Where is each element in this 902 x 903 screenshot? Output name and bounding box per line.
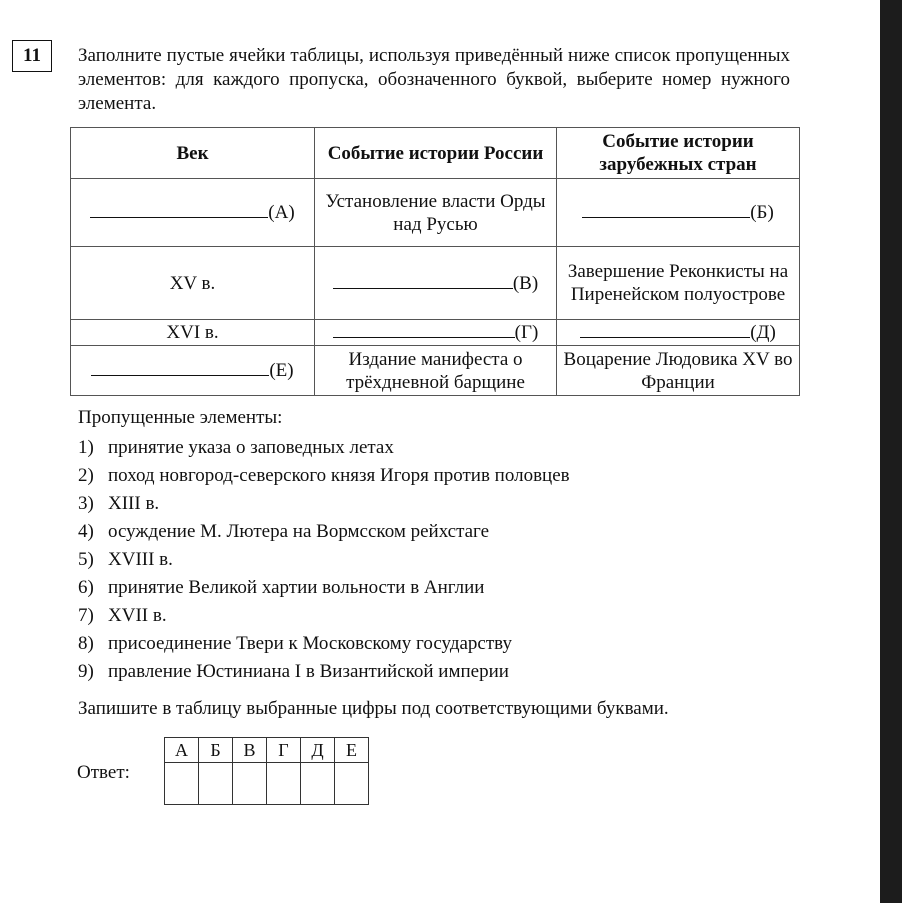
- cell-foreign-4: Воцарение Людовика XV во Франции: [557, 346, 800, 396]
- answer-letter: А: [165, 738, 199, 763]
- list-item: 4) осуждение М. Лютера на Вормсском рейхстаге: [78, 521, 490, 542]
- cell-v[interactable]: [315, 247, 557, 320]
- missing-elements-list: [78, 436, 570, 688]
- answer-table: [164, 737, 369, 805]
- instruction-text: Запишите в таблицу выбранные цифры под соответствующими буквами.: [78, 698, 669, 719]
- list-item: 8) присоединение Твери к Московскому государству: [78, 633, 512, 654]
- answer-letter: Б: [199, 738, 233, 763]
- cell-foreign-2: Завершение Реконкисты на Пиренейском полуострове: [557, 247, 800, 320]
- cell-century-xvi: XVI в.: [71, 320, 315, 346]
- label-g: (Г): [514, 322, 539, 343]
- label-a: (А): [268, 202, 295, 223]
- list-item: 7) XVII в.: [78, 605, 167, 626]
- label-b: (Б): [750, 202, 774, 223]
- blank-line: [90, 201, 268, 218]
- header-russia: Событие истории России: [315, 128, 557, 179]
- answer-letter: Е: [335, 738, 369, 763]
- cell-a[interactable]: [71, 179, 315, 247]
- answer-cell-b[interactable]: [199, 763, 233, 805]
- label-v: (В): [512, 272, 539, 294]
- cell-g[interactable]: [315, 320, 557, 346]
- header-century: Век: [71, 128, 315, 179]
- question-number: 11: [12, 40, 52, 72]
- list-item: 9) правление Юстиниана I в Византийской империи: [78, 661, 509, 682]
- list-item: 1) принятие указа о заповедных летах: [78, 437, 394, 458]
- blank-line: [582, 201, 750, 218]
- blank-line: [333, 321, 515, 338]
- cell-century-xv: XV в.: [71, 247, 315, 320]
- answer-letter: В: [233, 738, 267, 763]
- answer-letter: Г: [267, 738, 301, 763]
- cell-d[interactable]: [557, 320, 800, 346]
- list-item: 2) поход новгород-северского князя Игоря против половцев: [78, 465, 570, 486]
- blank-line: [91, 359, 269, 376]
- answer-cell-d[interactable]: [301, 763, 335, 805]
- blank-line: [580, 321, 750, 338]
- answer-label: Ответ:: [77, 762, 130, 783]
- blank-line: [333, 272, 513, 289]
- label-d: (Д): [750, 322, 776, 343]
- answer-cell-e[interactable]: [335, 763, 369, 805]
- answer-letter: Д: [301, 738, 335, 763]
- list-item: 5) XVIII в.: [78, 549, 173, 570]
- list-title: Пропущенные элементы:: [78, 407, 283, 428]
- cell-russia-4: Издание манифеста о трёхдневной барщине: [315, 346, 557, 396]
- cell-b[interactable]: [557, 179, 800, 247]
- label-e: (Е): [269, 360, 294, 381]
- header-foreign: Событие истории зарубежных стран: [557, 128, 800, 179]
- list-item: 3) XIII в.: [78, 493, 160, 514]
- dark-side-bar: [880, 0, 902, 903]
- list-item: 6) принятие Великой хартии вольности в Англии: [78, 577, 485, 598]
- answer-cell-a[interactable]: [165, 763, 199, 805]
- cell-russia-1: Установление власти Орды над Русью: [315, 179, 557, 247]
- history-table: [70, 127, 800, 396]
- answer-cell-g[interactable]: [267, 763, 301, 805]
- task-text: Заполните пустые ячейки таблицы, используя приведённый ниже список пропущенных элементов: для каждого пропуска, обозначенного буквой, выберите номер нужного элемента.: [78, 45, 790, 114]
- cell-e[interactable]: [71, 346, 315, 396]
- answer-cell-v[interactable]: [233, 763, 267, 805]
